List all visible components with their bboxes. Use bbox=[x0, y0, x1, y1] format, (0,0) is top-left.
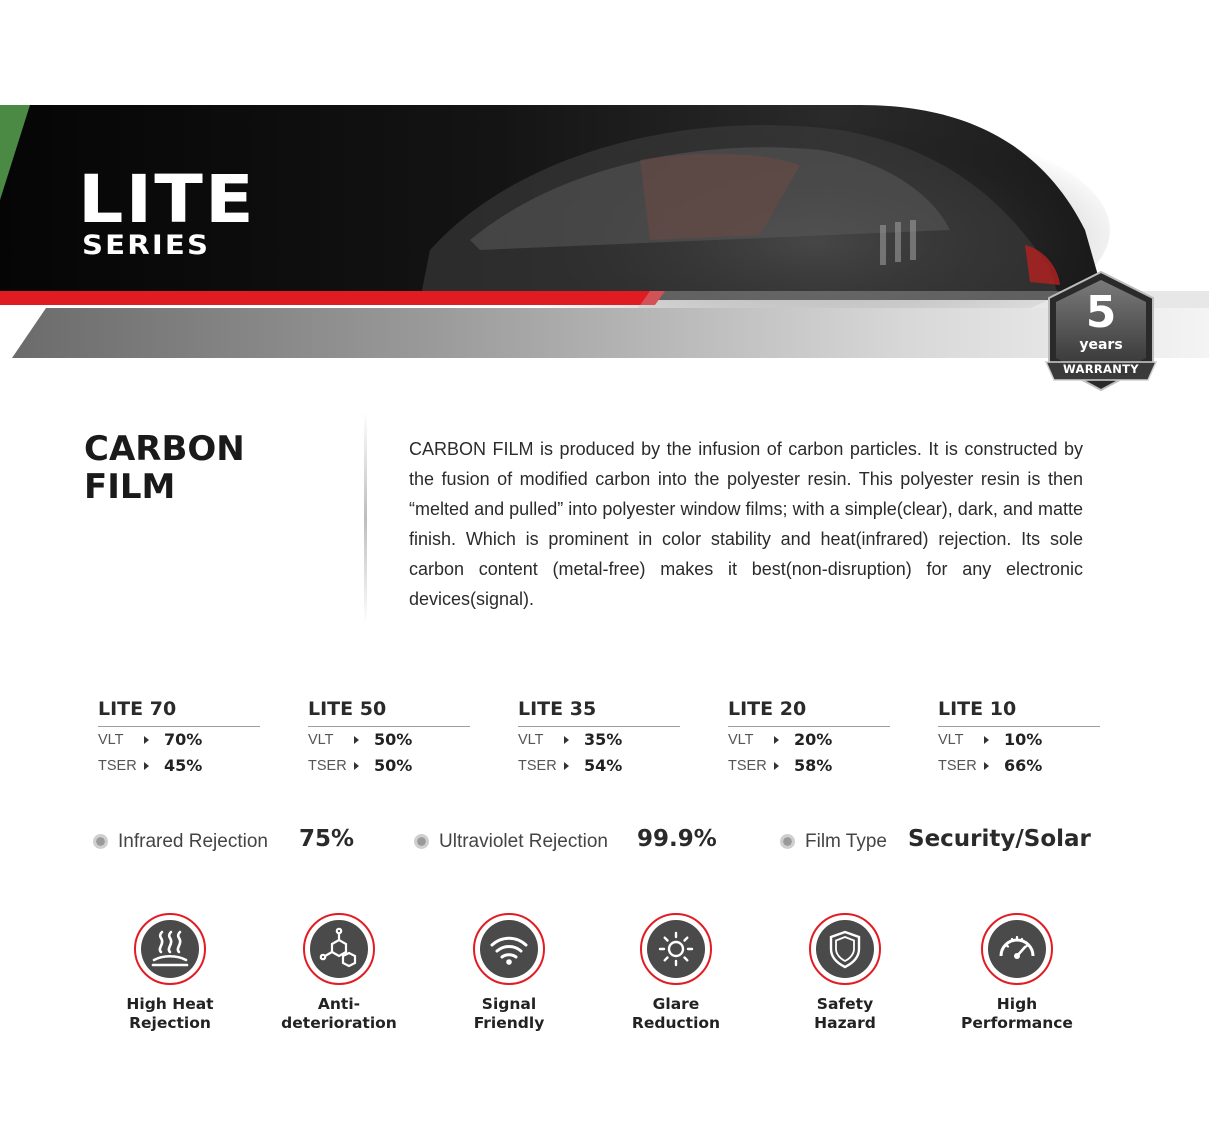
series-logo-sub: SERIES bbox=[82, 230, 211, 261]
arrow-right-icon bbox=[564, 736, 569, 744]
tser-value: 54% bbox=[584, 756, 623, 775]
product-title-line1: CARBON bbox=[84, 429, 245, 469]
bullet-dot-icon bbox=[780, 834, 795, 849]
warranty-number: 5 bbox=[1085, 287, 1117, 338]
arrow-right-icon bbox=[984, 736, 989, 744]
series-logo-word: LITE bbox=[78, 161, 256, 238]
vlt-label: VLT bbox=[98, 732, 124, 748]
variant-tser-row bbox=[518, 755, 680, 779]
hero-banner bbox=[0, 0, 1209, 400]
tser-label: TSER bbox=[728, 758, 767, 774]
feature-label: High Heat Rejection bbox=[126, 995, 214, 1032]
variant-tser-row bbox=[308, 755, 470, 779]
tser-value: 58% bbox=[794, 756, 833, 775]
arrow-right-icon bbox=[774, 762, 779, 770]
variant-name: LITE 20 bbox=[728, 698, 807, 720]
heat-waves-icon bbox=[141, 920, 199, 978]
feature-icon-ring bbox=[981, 913, 1053, 985]
tser-label: TSER bbox=[938, 758, 977, 774]
feature-icon-ring bbox=[473, 913, 545, 985]
feature-label: Signal Friendly bbox=[473, 995, 545, 1032]
variant-underline bbox=[308, 726, 470, 727]
product-title-line2: FILM bbox=[84, 467, 176, 507]
feature-label: Safety Hazard bbox=[814, 995, 876, 1032]
variant-list bbox=[98, 696, 1108, 786]
variant-name: LITE 70 bbox=[98, 698, 177, 720]
vlt-value: 50% bbox=[374, 730, 413, 749]
variant-tser-row bbox=[938, 755, 1100, 779]
spec-value: 99.9% bbox=[637, 826, 717, 852]
vlt-value: 70% bbox=[164, 730, 203, 749]
bullet-dot-icon bbox=[93, 834, 108, 849]
sun-icon bbox=[647, 920, 705, 978]
feature-label: Glare Reduction bbox=[631, 995, 721, 1032]
variant-name: LITE 50 bbox=[308, 698, 387, 720]
spec-infrared-rejection bbox=[93, 826, 363, 858]
feature-icon-ring bbox=[303, 913, 375, 985]
series-logo bbox=[78, 161, 256, 261]
warranty-badge bbox=[1046, 271, 1156, 391]
variant-vlt-row bbox=[308, 729, 470, 753]
tser-value: 66% bbox=[1004, 756, 1043, 775]
arrow-right-icon bbox=[354, 762, 359, 770]
vertical-divider bbox=[364, 412, 367, 624]
spec-label: Infrared Rejection bbox=[118, 831, 268, 852]
variant-lite-35 bbox=[518, 696, 680, 779]
variant-underline bbox=[728, 726, 890, 727]
variant-tser-row bbox=[98, 755, 260, 779]
bullet-dot-icon bbox=[414, 834, 429, 849]
vlt-label: VLT bbox=[728, 732, 754, 748]
spec-value: Security/Solar bbox=[908, 826, 1091, 852]
variant-vlt-row bbox=[938, 729, 1100, 753]
tser-label: TSER bbox=[98, 758, 137, 774]
speedometer-icon bbox=[988, 920, 1046, 978]
variant-lite-10 bbox=[938, 696, 1100, 779]
tser-label: TSER bbox=[308, 758, 347, 774]
arrow-right-icon bbox=[984, 762, 989, 770]
warranty-unit: years bbox=[1079, 337, 1123, 353]
wifi-signal-icon bbox=[480, 920, 538, 978]
tser-value: 50% bbox=[374, 756, 413, 775]
arrow-right-icon bbox=[564, 762, 569, 770]
vlt-value: 10% bbox=[1004, 730, 1043, 749]
variant-vlt-row bbox=[98, 729, 260, 753]
feature-label: High Performance bbox=[961, 995, 1073, 1032]
spec-label: Film Type bbox=[805, 831, 888, 852]
variant-lite-70 bbox=[98, 696, 260, 779]
vlt-value: 35% bbox=[584, 730, 623, 749]
vlt-value: 20% bbox=[794, 730, 833, 749]
feature-icon-ring bbox=[809, 913, 881, 985]
variant-name: LITE 35 bbox=[518, 698, 597, 720]
variant-lite-50 bbox=[308, 696, 470, 779]
feature-label: Anti- deterioration bbox=[281, 995, 397, 1032]
vlt-label: VLT bbox=[518, 732, 544, 748]
molecule-icon bbox=[310, 920, 368, 978]
spec-value: 75% bbox=[299, 826, 355, 852]
product-title bbox=[84, 430, 344, 506]
tser-value: 45% bbox=[164, 756, 203, 775]
warranty-label: WARRANTY bbox=[1063, 362, 1139, 376]
variant-vlt-row bbox=[728, 729, 890, 753]
feature-icon-ring bbox=[640, 913, 712, 985]
variant-underline bbox=[518, 726, 680, 727]
arrow-right-icon bbox=[144, 736, 149, 744]
arrow-right-icon bbox=[144, 762, 149, 770]
vlt-label: VLT bbox=[938, 732, 964, 748]
variant-vlt-row bbox=[518, 729, 680, 753]
variant-lite-20 bbox=[728, 696, 890, 779]
variant-name: LITE 10 bbox=[938, 698, 1017, 720]
shield-icon bbox=[816, 920, 874, 978]
variant-underline bbox=[98, 726, 260, 727]
arrow-right-icon bbox=[774, 736, 779, 744]
arrow-right-icon bbox=[354, 736, 359, 744]
feature-icon-ring bbox=[134, 913, 206, 985]
variant-tser-row bbox=[728, 755, 890, 779]
spec-ultraviolet-rejection bbox=[414, 826, 734, 858]
spec-label: Ultraviolet Rejection bbox=[439, 831, 608, 852]
variant-underline bbox=[938, 726, 1100, 727]
product-description: CARBON FILM is produced by the infusion of carbon particles. It is constructed by the fusion of modified carbon into the polyester resin. This polyester resin is then “melted and pulled” into polyester window films; with a simple(clear), dark, and matte finish. Which is prominent in color stability and heat(infrared) rejection. Its sole carbon content (metal-free) makes it best(non-disruption) for any electronic devices(signal). bbox=[409, 439, 1083, 609]
vlt-label: VLT bbox=[308, 732, 334, 748]
tser-label: TSER bbox=[518, 758, 557, 774]
spec-film-type bbox=[780, 826, 1110, 858]
